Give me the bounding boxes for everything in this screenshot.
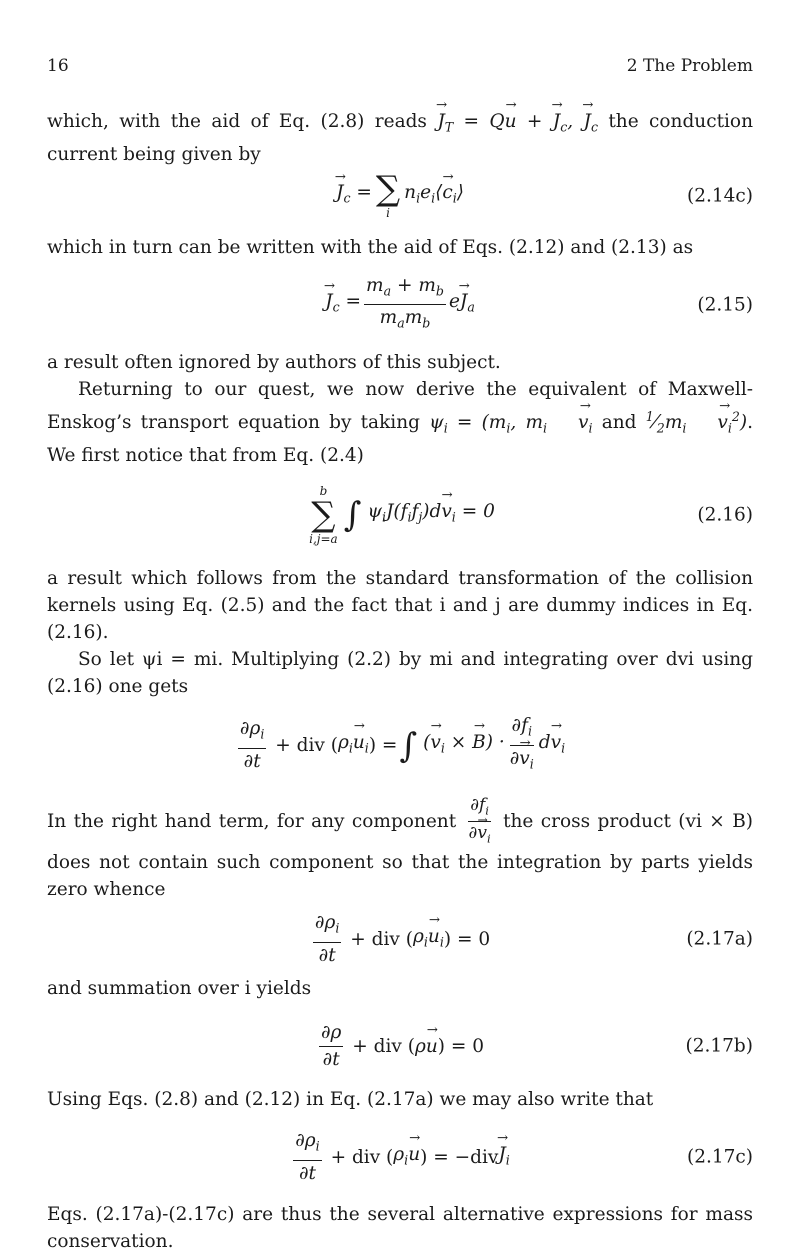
equation-number: (2.17b) xyxy=(685,1035,753,1057)
page-body xyxy=(47,108,753,1255)
paragraph-10: Eqs. (2.17a)-(2.17c) are thus the several alternative expressions for mass conservation. xyxy=(47,1204,753,1253)
running-title: 2 The Problem xyxy=(626,56,753,76)
paragraph-1: which, with the aid of Eq. (2.8) reads → $J_T = Q\to u$ + → $J_c$, → $J_c$ the conduction current being given by xyxy=(47,108,753,168)
equation-2-17b: $\frac{\partial\rho}{\partial t}$ + div ( ρ→ u ) = 0 (2.17b) xyxy=(47,1006,753,1086)
equation-number: (2.17c) xyxy=(687,1146,753,1168)
equation-2-17a: $\frac{\partial\rho_i}{\partial t}$ + div ( $\rho_i\to u_i$ ) = 0 (2.17a) xyxy=(47,903,753,975)
paragraph-9: Using Eqs. (2.8) and (2.12) in Eq. (2.17a) we may also write that xyxy=(47,1089,654,1111)
paragraph-3: a result often ignored by authors of this subject. xyxy=(47,351,501,373)
paragraph-6: So let ψi = mi. Multiplying (2.2) by mi and integrating over dvi using (2.16) one gets xyxy=(47,648,753,697)
equation-2-16: b ∑ i,j=a ∫ $\psi_iJ(f_if_j)d\to v_i = 0$ (2.16) xyxy=(47,469,753,561)
page-header xyxy=(47,56,753,80)
equation-2-14c: → $J_c$ = ∑ i $n_ie_i⟨\to$ $c_i⟩$ (2.14c) xyxy=(47,164,753,228)
paragraph-8: and summation over i yields xyxy=(47,978,312,1000)
paragraph-5: a result which follows from the standard transformation of the collision kernels using Eq. (2.5) and the fact that i and j are dummy indices in Eq. (2.16). xyxy=(47,567,753,643)
equation-2-17c: $\frac{\partial\rho_i}{\partial t}$ + div ( $\rho_i\to u$ ) = −div → $J_i$ (2.17c) xyxy=(47,1117,753,1197)
paragraph-2: which in turn can be written with the aid of Eqs. (2.12) and (2.13) as xyxy=(47,236,694,258)
paragraph-4: Returning to our quest, we now derive the equivalent of Maxwell-Enskog’s transport equation by taking $\psi_i = (m_i$, $m_i\to v_i$ and $^1⁄_2m_i\to v_i^2$). We first notice that from Eq. (2.4) xyxy=(47,376,753,469)
equation-2-17-unnumbered: $\frac{\partial\rho_i}{\partial t}$ + div ( $\rho_i\to u_i$ ) = ∫ (→ $v_i$ × → B) · $\frac{\partial f_i}{\partial\to v_i}$ $d\to v_i$ xyxy=(47,706,753,786)
equation-number: (2.16) xyxy=(697,504,753,526)
equation-number: (2.15) xyxy=(697,294,753,316)
equation-2-15: → $J_c$ = $\frac{m_a + m_b}{m_am_b}$ $e\to J_a$ (2.15) xyxy=(47,267,753,343)
paragraph-7: In the right hand term, for any component $\frac{\partial f_i}{\partial\to v_i}$ the cross product (vi × B) does not contain such component so that the integration by parts yields zero whence xyxy=(47,794,753,904)
equation-number: (2.14c) xyxy=(687,185,753,207)
page-number: 16 xyxy=(47,56,69,76)
equation-number: (2.17a) xyxy=(686,928,753,950)
